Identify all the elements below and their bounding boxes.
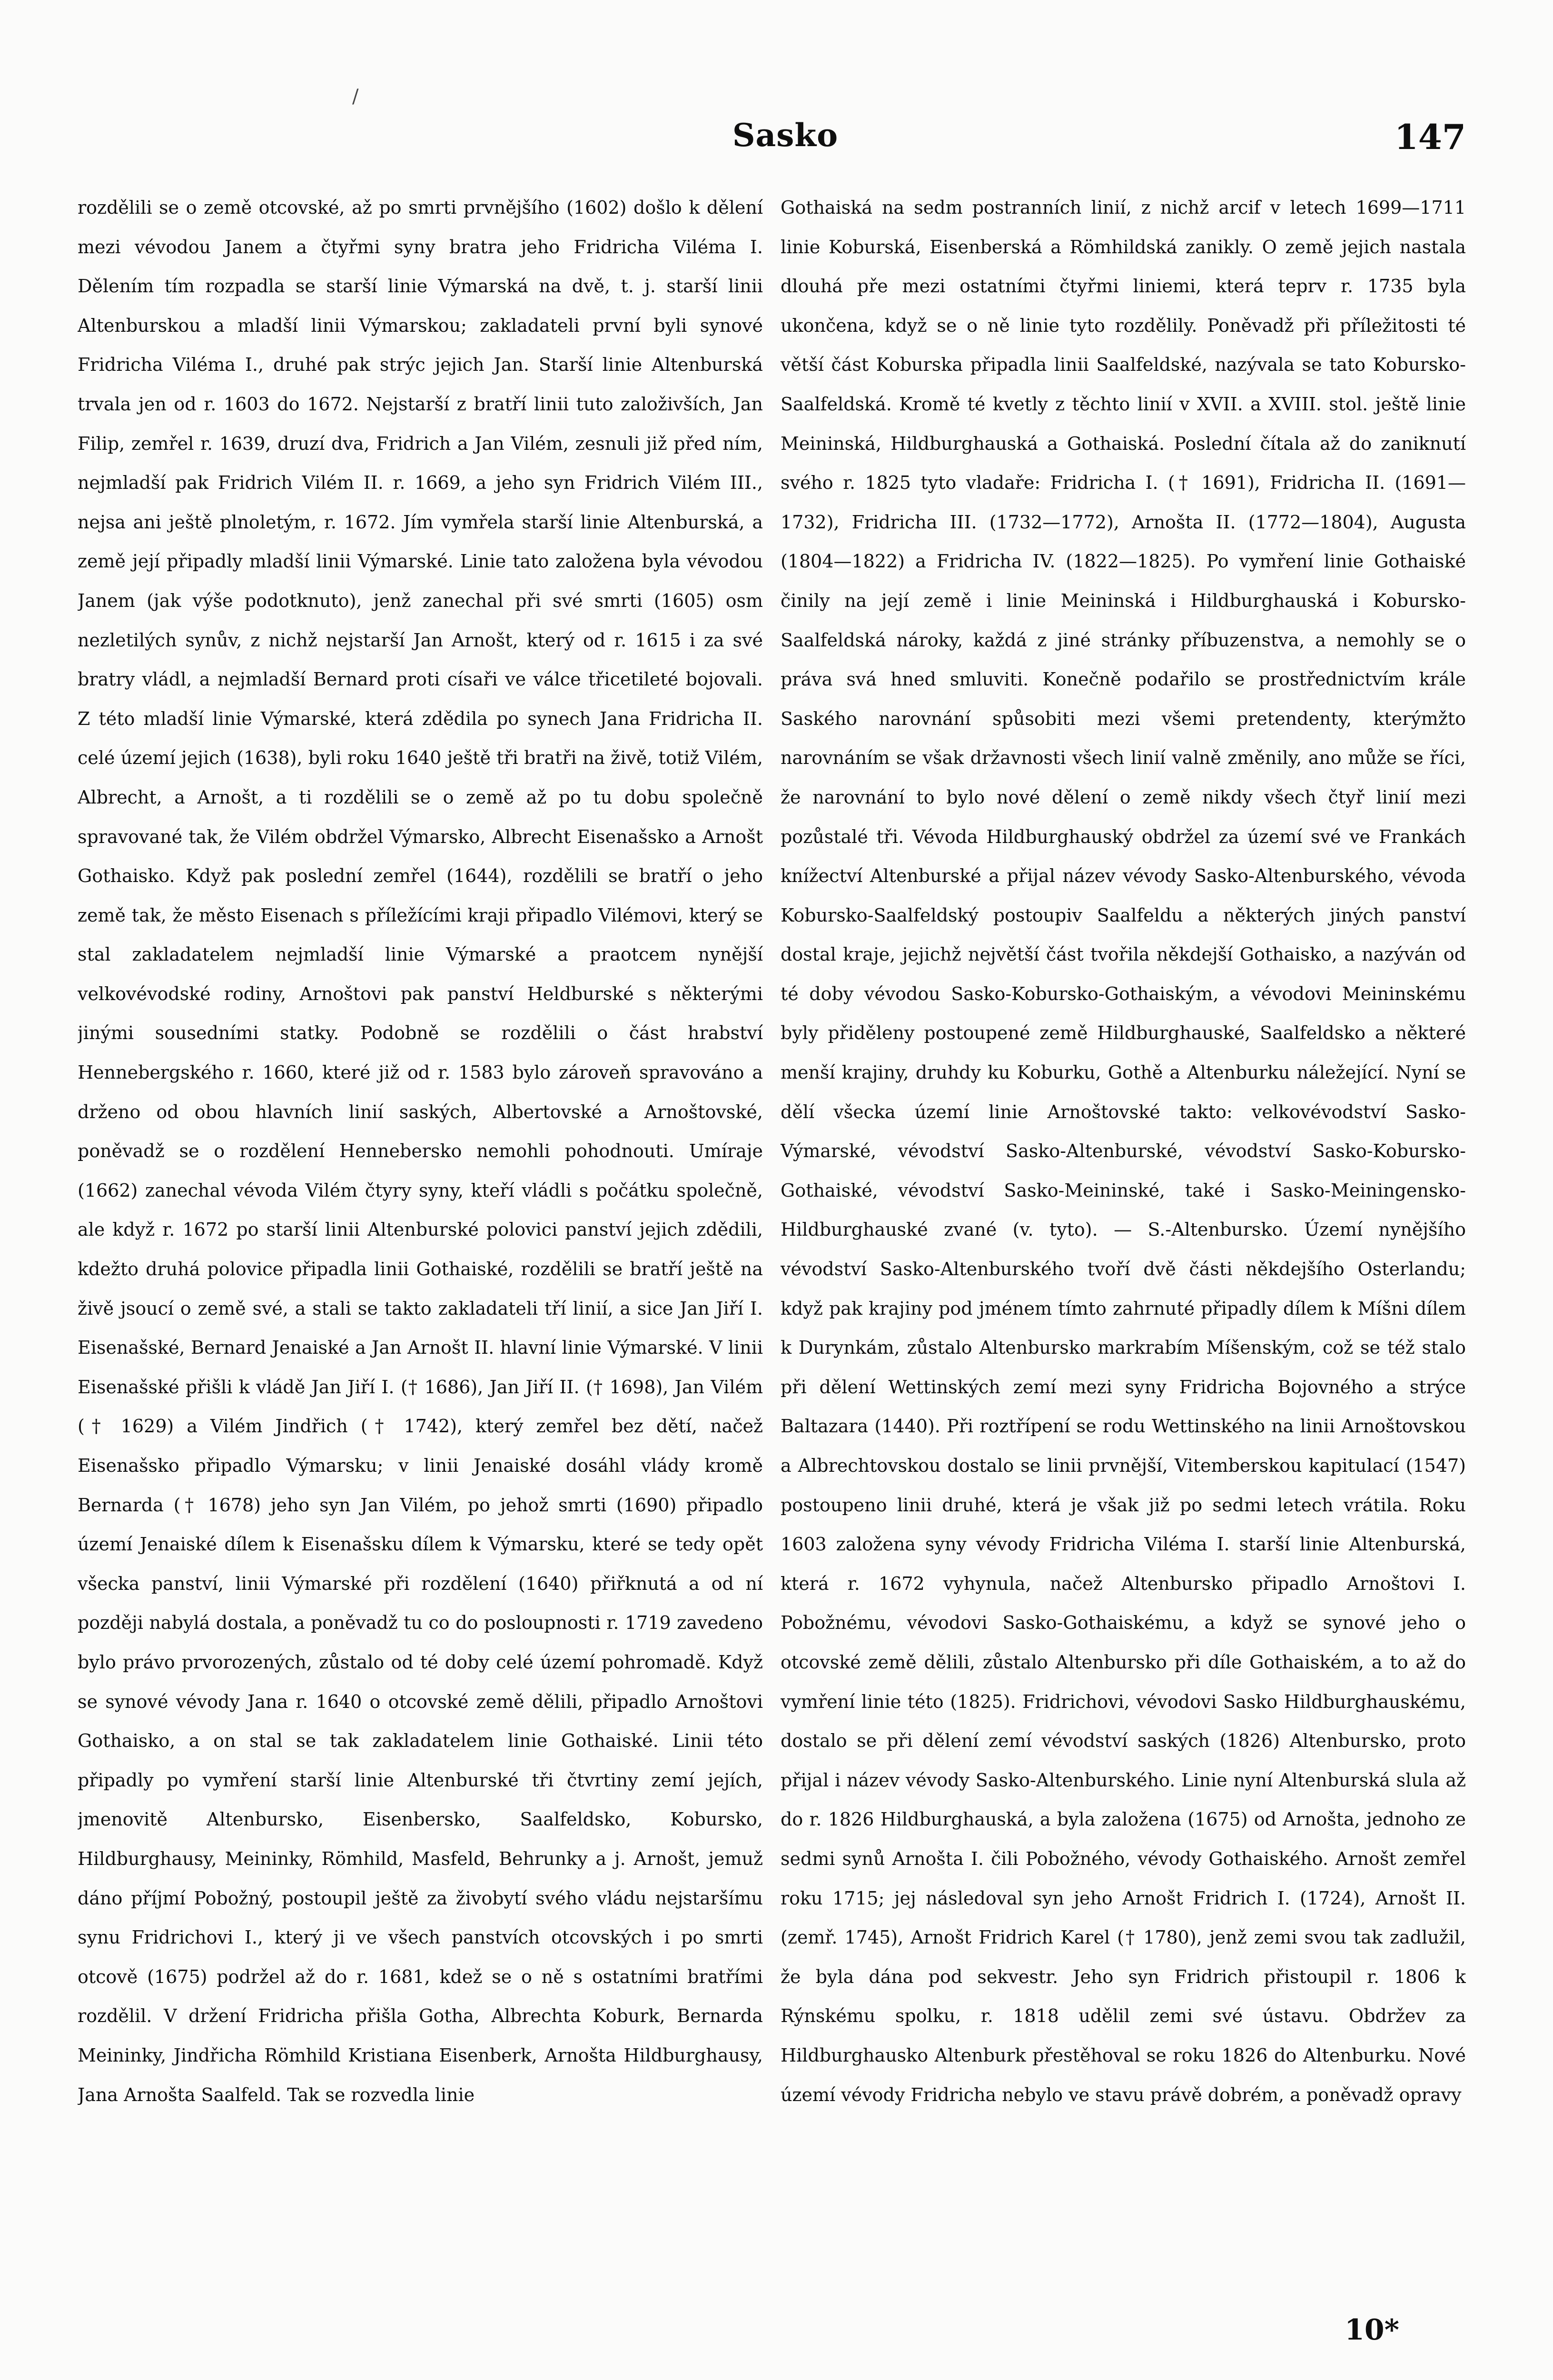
running-head: Sasko [732, 117, 839, 154]
left-column-text: rozdělili se o země otcovské, až po smrti prvnějšího (1602) došlo k dělení mezi vévodou Janem a čtyřmi syny bratra jeho Fridricha Viléma I. Dělením tím rozpadla se starší linie Výmarská na dvě, t. j. starší linii Altenburskou a mladší linii Výmarskou; zakladateli první byli synové Fridricha Viléma I., druhé pak strýc jejich Jan. Starší linie Altenburská trvala jen od r. 1603 do 1672. Nejstarší z bratří linii tuto založivších, Jan Filip, zemřel r. 1639, druzí dva, Fridrich a Jan Vilém, zesnuli již před ním, nejmladší pak Fridrich Vilém II. r. 1669, a jeho syn Fridrich Vilém III., nejsa ani ještě plnoletým, r. 1672. Jím vymřela starší linie Altenburská, a země její připadly mladší linii Výmarské. Linie tato založena byla vévodou Janem (jak výše podotknuto), jenž zanechal při své smrti (1605) osm nezletilých synův, z nichž nejstarší Jan Arnošt, který od r. 1615 i za své bratry vládl, a nejmladší Bernard proti císaři ve válce třicetileté bojovali. Z této mladší linie Výmarské, která zdědila po synech Jana Fridricha II. celé území jejich (1638), byli roku 1640 ještě tři bratři na živě, totiž Vilém, Albrecht, a Arnošt, a ti rozdělili se o země až po tu dobu společně spravované tak, že Vilém obdržel Výmarsko, Albrecht Eisenašsko a Arnošt Gothaisko. Když pak poslední zemřel (1644), rozdělili se bratří o jeho země tak, že město Eisenach s příležícími kraji připadlo Vilémovi, který se stal zakladatelem nejmladší linie Výmarské a praotcem nynější velkovévodské rodiny, Arnoštovi pak panství Heldburské s některými jinými sousedními statky. Podobně se rozdělili o část hrabství Hennebergského r. 1660, které již od r. 1583 bylo zároveň spravováno a drženo od obou hlavních linií saských, Albertovské a Arnoštovské, poněvadž se o rozdělení Hennebersko nemohli pohodnouti. Umíraje (1662) zanechal vévoda Vilém čtyry syny, kteří vládli s počátku společně, ale když r. 1672 po starší linii Altenburské polovici panství jejich zdědili, kdežto druhá polovice připadla linii Gothaiské, rozdělili se bratří ještě na živě jsoucí o země své, a stali se takto zakladateli tří linií, a sice Jan Jiří I. Eisenašské, Bernard Jenaiské a Jan Arnošt II. hlavní linie Výmarské. V linii Eisenašské přišli k vládě Jan Jiří I. († 1686), Jan Jiří II. († 1698), Jan Vilém († 1629) a Vilém Jindřich († 1742), který zemřel bez dětí, načež Eisenašsko připadlo Výmarsku; v linii Jenaiské dosáhl vlády kromě Bernarda († 1678) jeho syn Jan Vilém, po jehož smrti (1690) připadlo území Jenaiské dílem k Eisenašsku dílem k Výmarsku, které se tedy opět všecka panství, linii Výmarské při rozdělení (1640) přiřknutá a od ní později nabylá dostala, a poněvadž tu co do posloupnosti r. 1719 zavedeno bylo právo prvorozených, zůstalo od té doby celé území pohromadě. Když se synové vévody Jana r. 1640 o otcovské země dělili, připadlo Arnoštovi Gothaisko, a on stal se tak zakladatelem linie Gothaiské. Linii této připadly po vymření starší linie Altenburské tři čtvrtiny zemí jejích, jmenovitě Altenbursko, Eisenbersko, Saalfeldsko, Kobursko, Hildburghausy, Meininky, Römhild, Masfeld, Behrunky a j. Arnošt, jemuž dáno příjmí Pobožný, postoupil ještě za živobytí svého vládu nejstaršímu synu Fridrichovi I., který ji ve všech panstvích otcovských i po smrti otcově (1675) podržel až do r. 1681, kdež se o ně s ostatními bratřími rozdělil. V držení Fridricha přišla Gotha, Albrechta Koburk, Bernarda Meininky, Jindřicha Römhild Kristiana Eisenberk, Arnošta Hildburghausy, Jana Arnošta Saalfeld. Tak se rozvedla linie [78, 197, 763, 2105]
edge-mark: / [352, 86, 359, 108]
page-header [0, 117, 1553, 164]
page-number: 147 [1394, 117, 1466, 157]
right-column-text: Gothaiská na sedm postranních linií, z nichž arcif v letech 1699—1711 linie Koburská, Eisenberská a Römhildská zanikly. O země jejich nastala dlouhá pře mezi ostatními čtyřmi liniemi, která teprv r. 1735 byla ukončena, když se o ně linie tyto rozdělily. Poněvadž při příležitosti té větší část Koburska připadla linii Saalfeldské, nazývala se tato Kobursko-Saalfeldská. Kromě té kvetly z těchto linií v XVII. a XVIII. stol. ještě linie Meininská, Hildburghauská a Gothaiská. Poslední čítala až do zaniknutí svého r. 1825 tyto vladaře: Fridricha I. († 1691), Fridricha II. (1691—1732), Fridricha III. (1732—1772), Arnošta II. (1772—1804), Augusta (1804—1822) a Fridricha IV. (1822—1825). Po vymření linie Gothaiské činily na její země i linie Meininská i Hildburghauská i Kobursko-Saalfeldská nároky, každá z jiné stránky příbuzenstva, a nemohly se o práva svá hned smluviti. Konečně podařilo se prostřednictvím krále Saského narovnání spůsobiti mezi všemi pretendenty, kterýmžto narovnáním se však državnosti všech linií valně změnily, ano může se říci, že narovnání to bylo nové dělení o země nikdy všech čtyř linií mezi pozůstalé tři. Vévoda Hildburghauský obdržel za území své ve Frankách knížectví Altenburské a přijal název vévody Sasko-Altenburského, vévoda Kobursko-Saalfeldský postoupiv Saalfeldu a některých jiných panství dostal kraje, jejichž největší část tvořila někdejší Gothaisko, a nazýván od té doby vévodou Sasko-Kobursko-Gothaiským, a vévodovi Meininskému byly přiděleny postoupené země Hildburghauské, Saalfeldsko a některé menší krajiny, druhdy ku Koburku, Gothě a Altenburku náležející. Nyní se dělí všecka území linie Arnoštovské takto: velkovévodství Sasko-Výmarské, vévodství Sasko-Altenburské, vévodství Sasko-Kobursko-Gothaiské, vévodství Sasko-Meininské, také i Sasko-Meiningensko-Hildburghauské zvané (v. tyto). — S.-Altenbursko. Území nynějšího vévodství Sasko-Altenburského tvoří dvě části někdejšího Osterlandu; když pak krajiny pod jménem tímto zahrnuté připadly dílem k Míšni dílem k Durynkám, zůstalo Altenbursko markrabím Míšenským, což se též stalo při dělení Wettinských zemí mezi syny Fridricha Bojovného a strýce Baltazara (1440). Při roztřípení se rodu Wettinského na linii Arnoštovskou a Albrechtovskou dostalo se linii prvnější, Vitemberskou kapitulací (1547) postoupeno linii druhé, která je však již po sedmi letech vrátila. Roku 1603 založena syny vévody Fridricha Viléma I. starší linie Altenburská, která r. 1672 vyhynula, načež Altenbursko připadlo Arnoštovi I. Pobožnému, vévodovi Sasko-Gothaiskému, a když se synové jeho o otcovské země dělili, zůstalo Altenbursko při díle Gothaiském, a to až do vymření linie této (1825). Fridrichovi, vévodovi Sasko Hildburghauskému, dostalo se při dělení zemí vévodství saských (1826) Altenbursko, proto přijal i název vévody Sasko-Altenburského. Linie nyní Altenburská slula až do r. 1826 Hildburghauská, a byla založena (1675) od Arnošta, jednoho ze sedmi synů Arnošta I. čili Pobožného, vévody Gothaiského. Arnošt zemřel roku 1715; jej následoval syn jeho Arnošt Fridrich I. (1724), Arnošt II. (zemř. 1745), Arnošt Fridrich Karel († 1780), jenž zemi svou tak zadlužil, že byla dána pod sekvestr. Jeho syn Fridrich přistoupil r. 1806 k Rýnskému spolku, r. 1818 udělil zemi své ústavu. Obdržev za Hildburghausko Altenburk přestěhoval se roku 1826 do Altenburku. Nové území vévody Fridricha nebylo ve stavu právě dobrém, a poněvadž opravy [781, 197, 1466, 2105]
signature-mark: 10* [1345, 2313, 1399, 2347]
left-column [78, 188, 763, 2292]
right-column [781, 188, 1466, 2292]
